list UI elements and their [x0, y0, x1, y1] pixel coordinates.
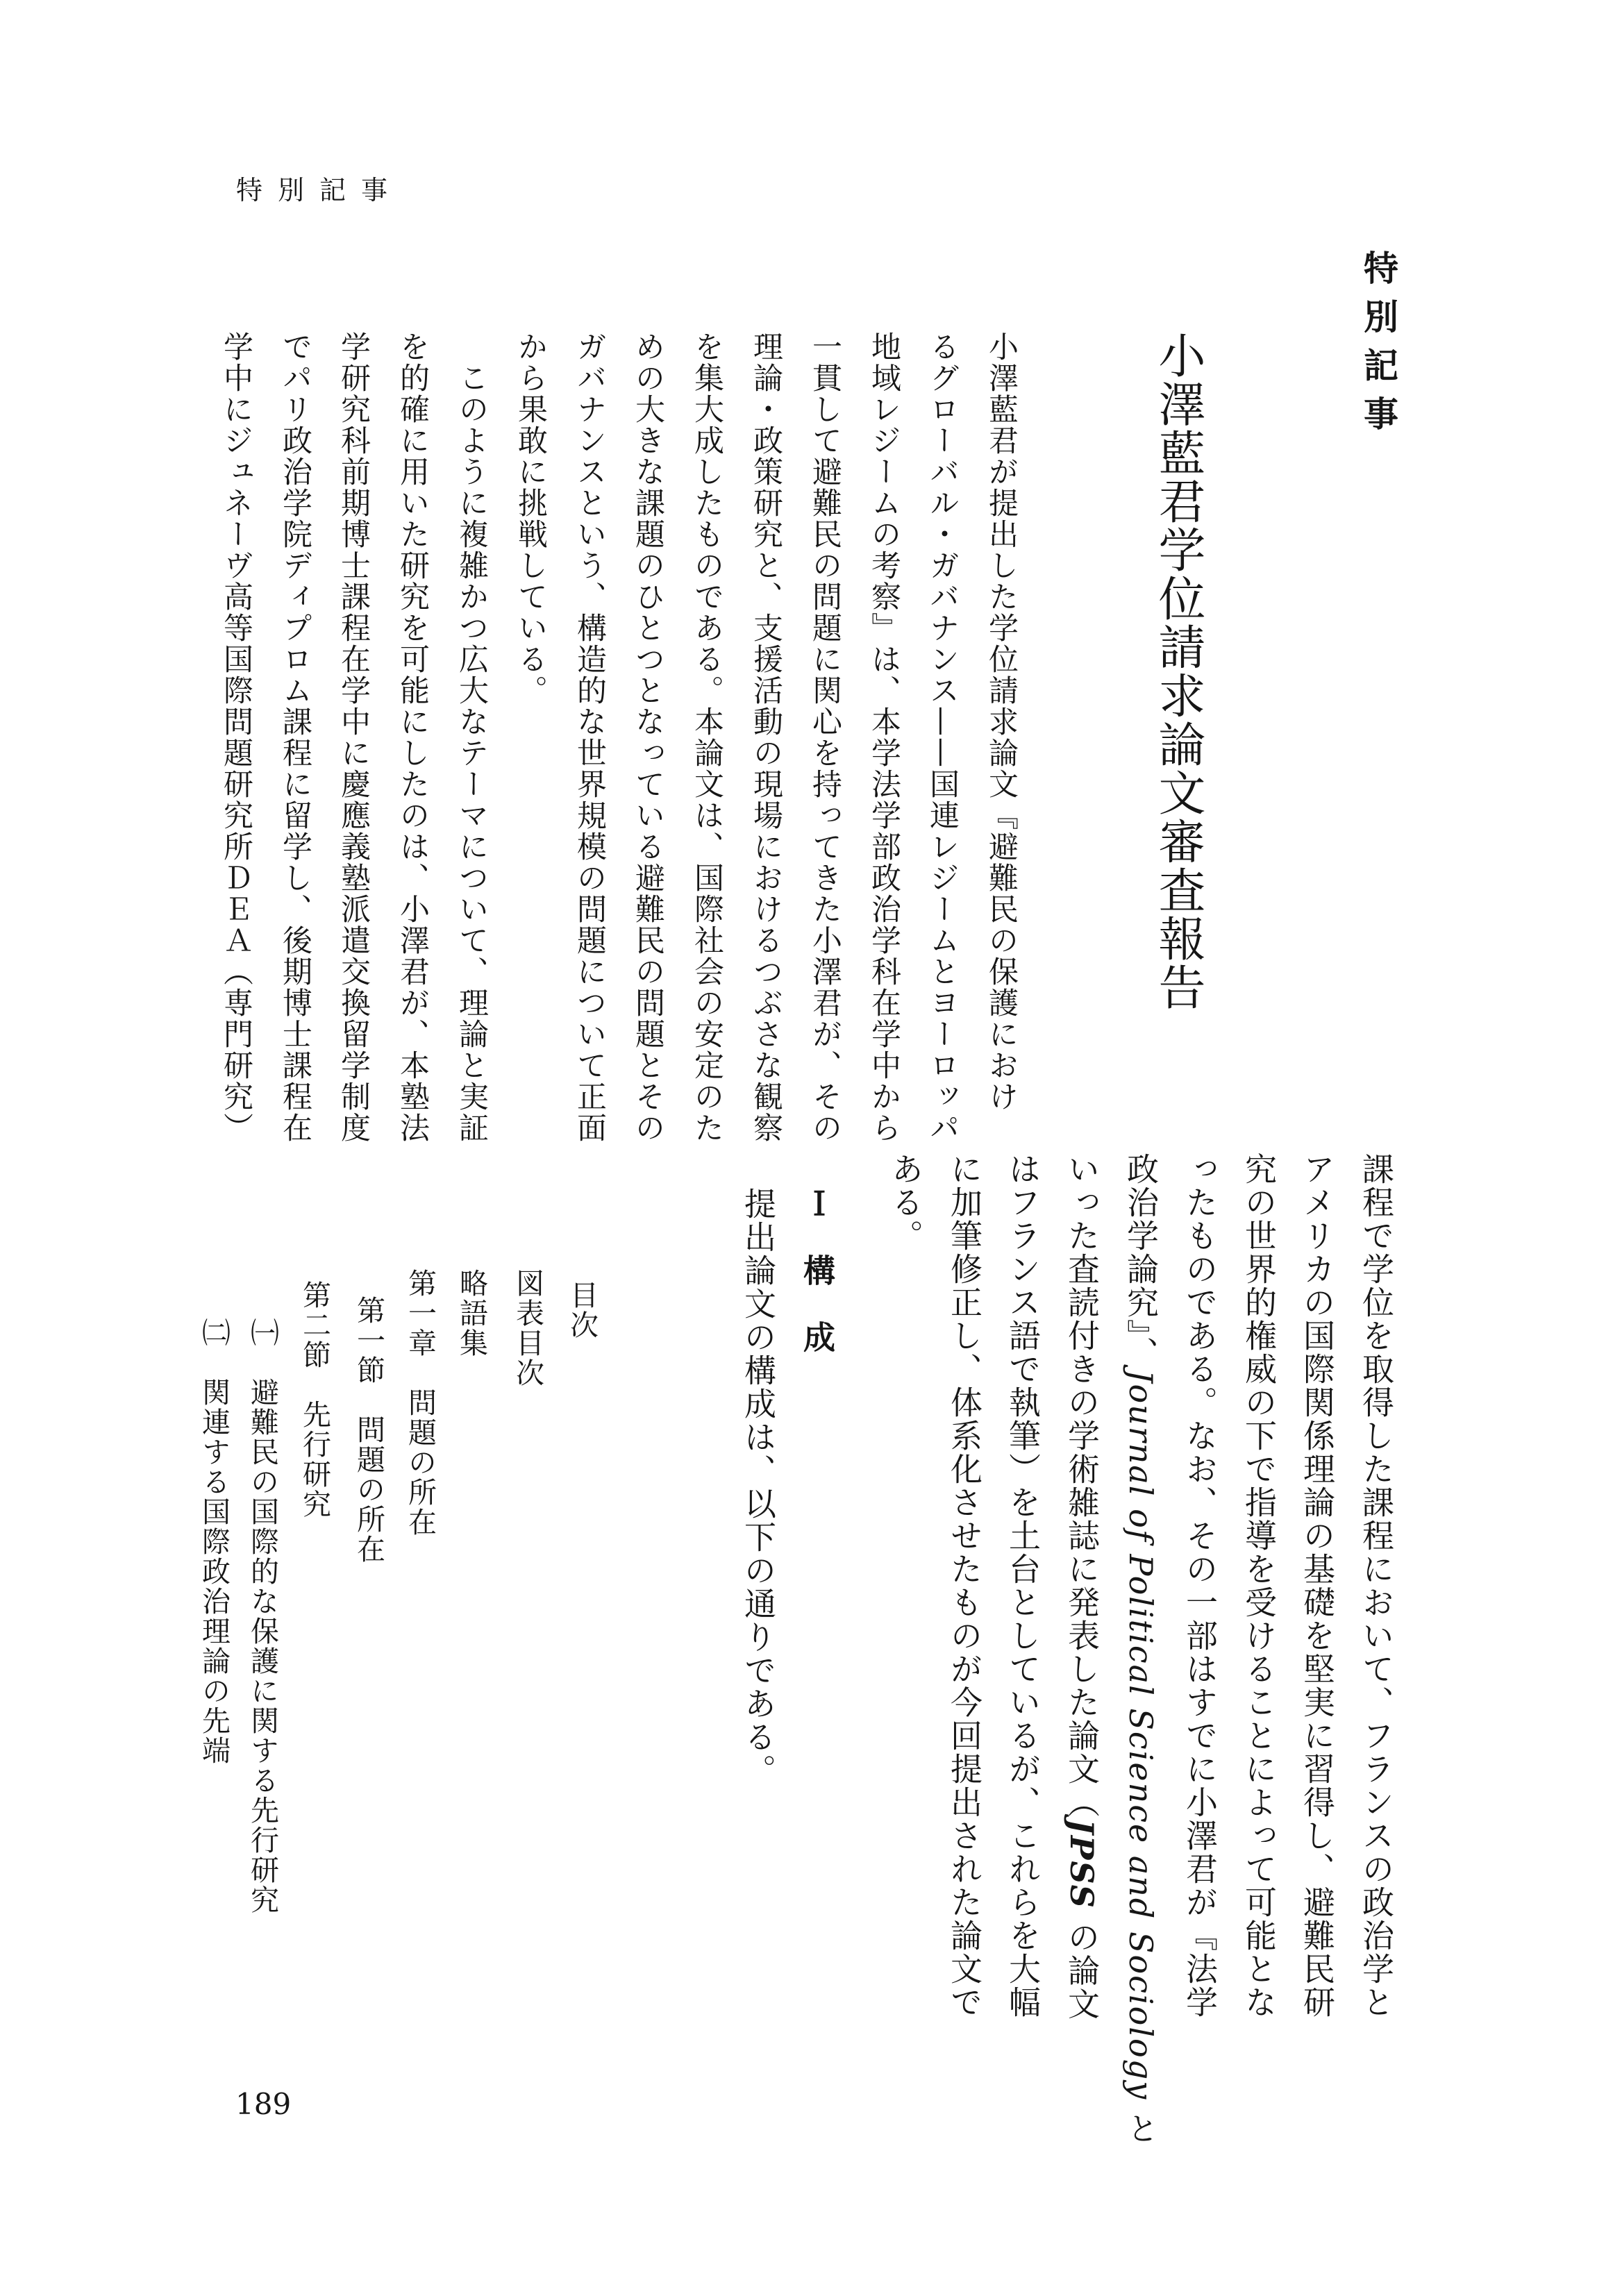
upper-body-line: 学研究科前期博士課程在学中に慶應義塾派遣交換留学制度: [336, 331, 371, 1143]
toc-item: 第一節 問題の所在: [352, 1296, 385, 1564]
toc-item: 略語集: [455, 1268, 488, 1358]
article-title: 小澤藍君学位請求論文審査報告: [1151, 331, 1205, 1012]
upper-body-line: 地域レジームの考察』は、本学法学部政治学科在学中から: [867, 331, 901, 1143]
lower-body-line: アメリカの国際関係理論の基礎を堅実に習得し、避難民研: [1298, 1153, 1336, 2019]
upper-body-line: を的確に用いた研究を可能にしたのは、小澤君が、本塾法: [395, 331, 430, 1143]
toc-item: ㈠ 避難民の国際的な保護に関する先行研究: [246, 1318, 279, 1915]
toc-item: 第二節 先行研究: [298, 1280, 331, 1519]
upper-body-line: 一貫して避難民の問題に関心を持ってきた小澤君が、その: [808, 331, 842, 1143]
upper-body-line: めの大きな課題のひとつとなっている避難民の問題とその: [630, 331, 665, 1143]
upper-body-line: ガバナンスという、構造的な世界規模の問題について正面: [572, 331, 607, 1143]
lower-body-line: 究の世界的権威の下で指導を受けることによって可能とな: [1240, 1153, 1278, 2019]
lower-body-line: ったものである。なお、その一部はすでに小澤君が『法学: [1181, 1153, 1219, 2019]
jpss-line-suffix: の論文: [1063, 1909, 1101, 2021]
journal-line-prefix: 政治学論究』、: [1122, 1153, 1160, 1370]
journal-title: Journal of Political Science and Sociology: [1122, 1370, 1160, 2101]
toc-item: 目次: [565, 1280, 599, 1340]
upper-body-line: るグローバル・ガバナンス——国連レジームとヨーロッパ: [925, 331, 960, 1143]
lower-body-line: [1122, 1153, 1160, 2145]
section-heading-structure: Ｉ 構 成: [799, 1187, 836, 1354]
lower-body-line: 課程で学位を取得した課程において、フランスの政治学と: [1357, 1153, 1395, 2019]
journal-line-suffix: と: [1122, 2100, 1160, 2145]
lower-body-line: に加筆修正し、体系化させたものが今回提出された論文で: [946, 1153, 983, 2019]
running-header: 特別記事: [236, 175, 403, 206]
upper-body-line: このように複雑かつ広大なテーマについて、理論と実証: [454, 331, 489, 1143]
lower-body-line: [1063, 1153, 1101, 2021]
toc-item: 第一章 問題の所在: [403, 1268, 437, 1537]
upper-body-line: でパリ政治学院ディプロム課程に留学し、後期博士課程在: [278, 331, 312, 1143]
upper-body-line: から果敢に挑戦している。: [513, 331, 548, 706]
jpss-line-prefix: いった査読付きの学術雑誌に発表した論文（: [1063, 1153, 1101, 1819]
upper-body-line: を集大成したものである。本論文は、国際社会の安定のた: [689, 331, 724, 1143]
section-label: 特別記事: [1358, 250, 1398, 444]
page-number: 189: [235, 2087, 292, 2121]
lower-body-line: ある。: [887, 1153, 924, 1252]
lower-body-line: はフランス語で執筆）を土台としているが、これらを大幅: [1004, 1153, 1042, 2019]
upper-body-line: 理論・政策研究と、支援活動の現場におけるつぶさな観察: [749, 331, 783, 1143]
journal-abbreviation: JPSS: [1063, 1819, 1101, 1909]
upper-body-line: 学中にジュネーヴ高等国際問題研究所ＤＥＡ（専門研究）: [219, 331, 253, 1143]
toc-item: ㈡ 関連する国際政治理論の先端: [197, 1318, 231, 1766]
upper-body-line: 小澤藍君が提出した学位請求論文『避難民の保護におけ: [984, 331, 1019, 1112]
toc-item: 図表目次: [511, 1268, 544, 1388]
section-intro: 提出論文の構成は、以下の通りである。: [739, 1187, 777, 1787]
